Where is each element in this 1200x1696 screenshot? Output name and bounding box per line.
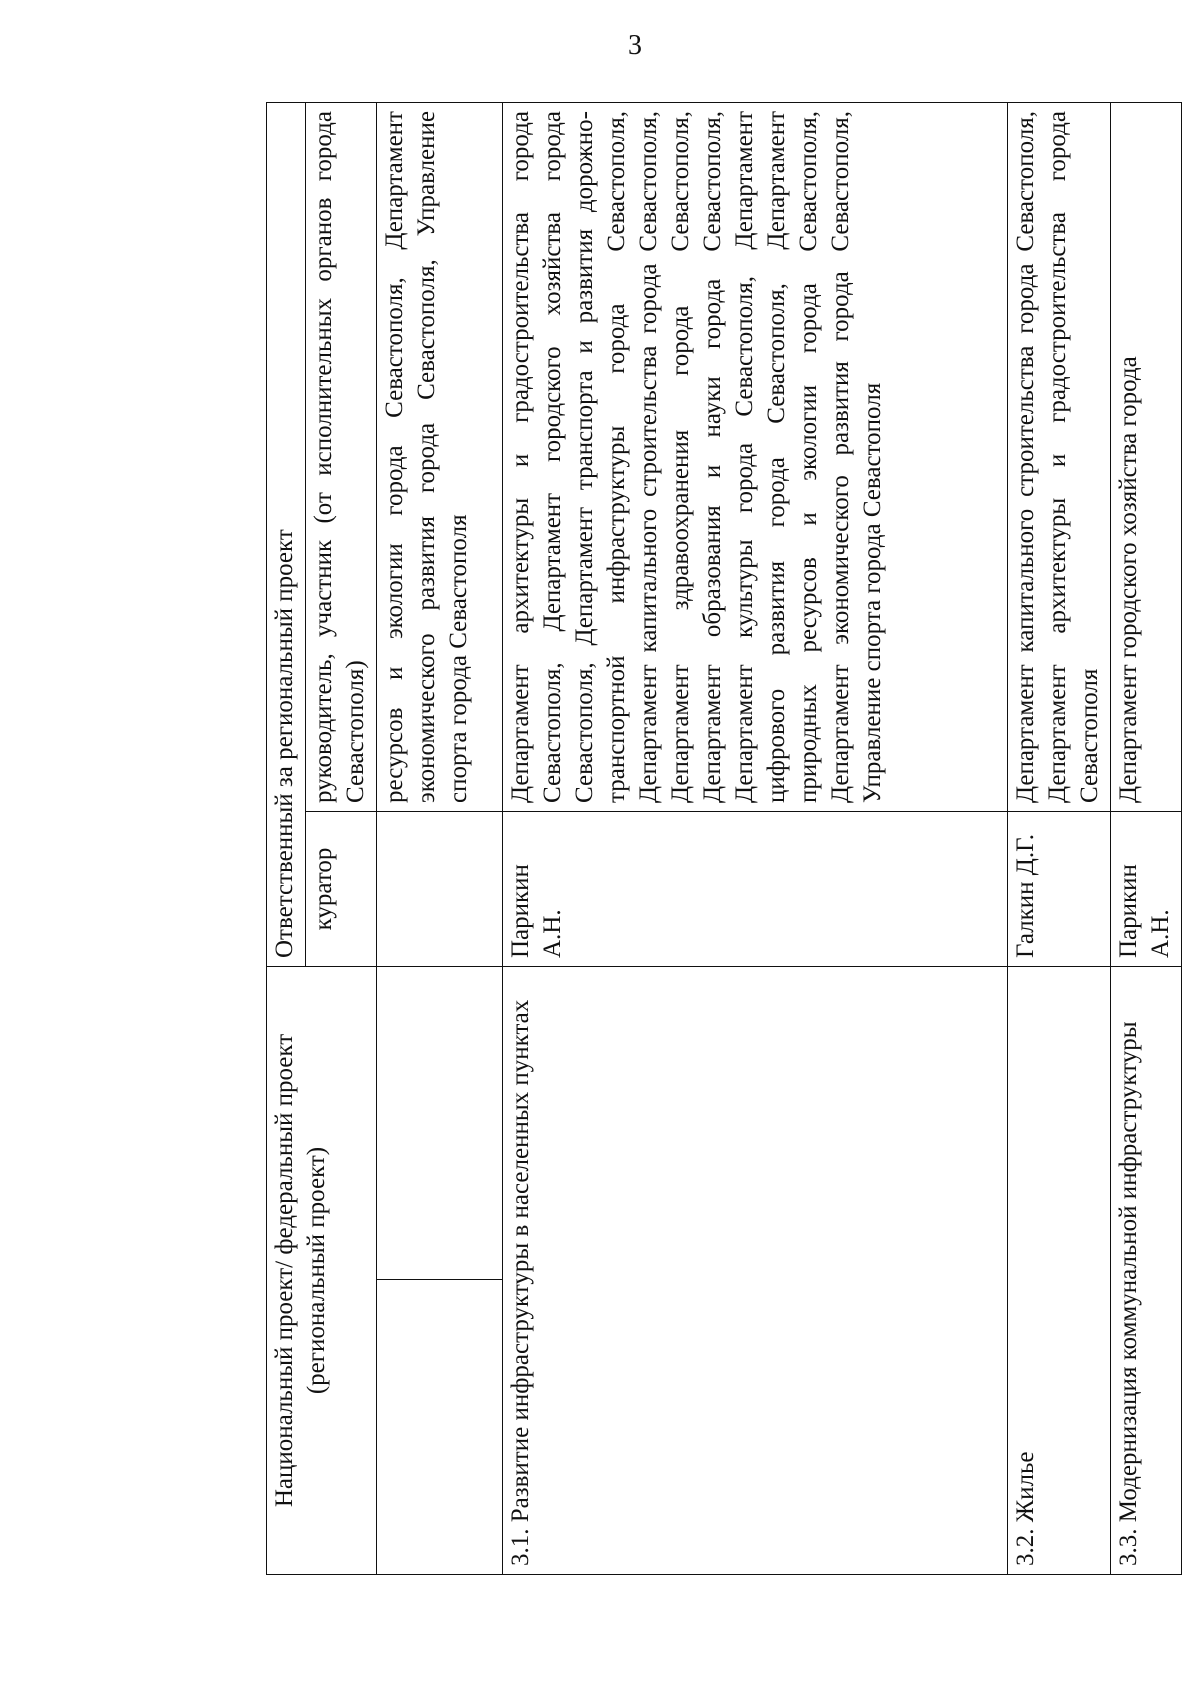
rotated-table-container: [266, 103, 1200, 1575]
header-project: Национальный проект/ федеральный проект (региональный проект): [267, 967, 377, 1575]
header-participant: руководитель, участник (от исполнительных органов города Севастополя): [306, 103, 377, 812]
participants-cell: Департамент архитектуры и градостроительства города Севастополя, Департамент городского хозяйства города Севастополя, Департамент транспорта и развития дорожно-транспортной инфраструктуры города Севастополя, Департамент капитального строительства города Севастополя, Департамент здравоохранения города Севастополя, Департамент образования и науки города Севастополя, Департамент культуры города Севастополя, Департамент цифрового развития города Севастополя, Департамент природных ресурсов и экологии города Севастополя, Департамент экономического развития города Севастополя, Управление спорта города Севастополя: [503, 103, 1008, 812]
header-curator: куратор: [306, 812, 377, 967]
responsibility-table: [266, 102, 1182, 1575]
curator-cell: Парикин А.Н.: [1111, 812, 1182, 967]
participants-cell: Департамент городского хозяйства города: [1111, 103, 1182, 812]
curator-cell: [377, 812, 503, 967]
curator-cell: Галкин Д.Г.: [1008, 812, 1111, 967]
page-number: 3: [628, 30, 642, 61]
table-row: [1111, 103, 1182, 1575]
table-row: [1008, 103, 1111, 1575]
participants-cell: Департамент капитального строительства города Севастополя, Департамент архитектуры и градостроительства города Севастополя: [1008, 103, 1111, 812]
header-responsible-group: Ответственный за региональный проект: [267, 103, 306, 967]
header-row-1: [267, 103, 306, 1575]
project-cell-continued: [377, 967, 503, 1575]
project-cell-split: [377, 1279, 502, 1574]
participants-cell: ресурсов и экологии города Севастополя, Департамент экономического развития города Севастополя, Управление спорта города Севастополя: [377, 103, 503, 812]
project-cell: 3.2. Жилье: [1008, 967, 1111, 1575]
project-cell: 3.1. Развитие инфраструктуры в населенных пунктах: [503, 967, 1008, 1575]
table-row: [503, 103, 1008, 1575]
curator-cell: Парикин А.Н.: [503, 812, 1008, 967]
table-row: [377, 103, 503, 1575]
project-cell: 3.3. Модернизация коммунальной инфраструктуры: [1111, 967, 1182, 1575]
